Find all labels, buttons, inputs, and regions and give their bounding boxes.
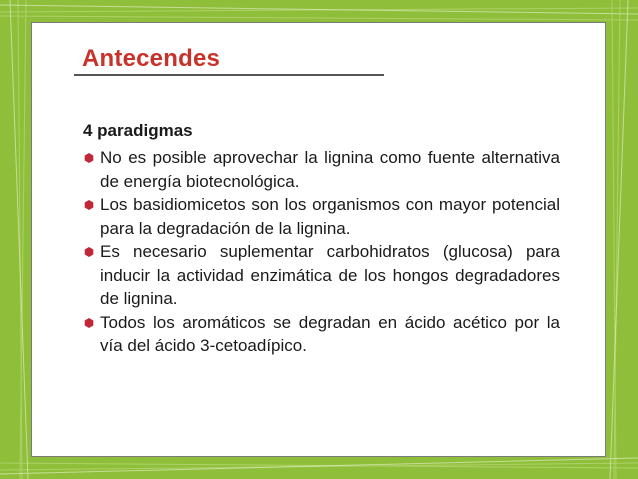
list-item <box>83 311 560 358</box>
title-block <box>74 41 376 79</box>
hexagon-bullet-icon <box>84 200 94 210</box>
subheading: 4 paradigmas <box>83 121 193 140</box>
slide-body <box>83 120 560 358</box>
title-underline <box>74 74 384 76</box>
bullet-text: No es posible aprovechar la lignina como fuente alternativa de energía biotecnológica. <box>100 148 560 191</box>
bullet-text: Es necesario suplementar carbohidratos (glucosa) para inducir la actividad enzimática de los hongos degradadores de lignina. <box>100 242 560 308</box>
bullet-text: Todos los aromáticos se degradan en ácido acético por la vía del ácido 3-cetoadípico. <box>100 312 560 355</box>
list-item <box>83 146 560 193</box>
hexagon-bullet-icon <box>84 318 94 328</box>
slide-content-area <box>31 22 606 457</box>
bullet-text: Los basidiomicetos son los organismos con mayor potencial para la degradación de la lignina. <box>100 195 560 238</box>
bullet-list <box>83 146 560 358</box>
hexagon-bullet-icon <box>84 247 94 257</box>
list-item <box>83 193 560 240</box>
hexagon-bullet-icon <box>84 153 94 163</box>
list-item <box>83 240 560 311</box>
slide-title: Antecendes <box>82 45 221 72</box>
